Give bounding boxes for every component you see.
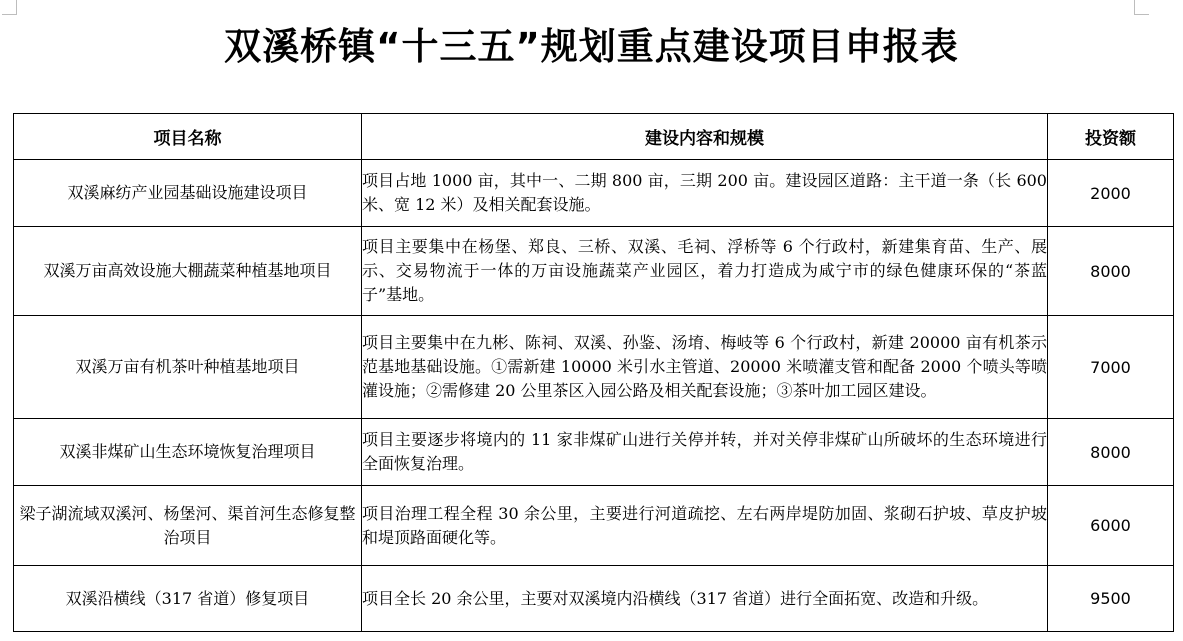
project-content-cell: 项目占地 1000 亩，其中一、二期 800 亩，三期 200 亩。建设园区道路：主干道一条（长 600 米、宽 12 米）及相关配套设施。 [362,160,1048,227]
table-header-row [14,114,1174,160]
header-content-scale: 建设内容和规模 [362,114,1048,160]
table-row [14,227,1174,316]
project-name-cell: 双溪麻纺产业园基础设施建设项目 [14,160,362,227]
header-investment: 投资额 [1048,114,1174,160]
table-row [14,316,1174,419]
project-name-cell: 梁子湖流域双溪河、杨堡河、渠首河生态修复整治项目 [14,486,362,566]
page-corner-mark-right [1134,0,1149,15]
project-content-cell: 项目治理工程全程 30 余公里，主要进行河道疏挖、左右两岸堤防加固、浆砌石护坡、草皮护坡和堤顶路面硬化等。 [362,486,1048,566]
project-name-cell: 双溪万亩有机茶叶种植基地项目 [14,316,362,419]
table-row [14,566,1174,632]
document-title: 双溪桥镇“十三五”规划重点建设项目申报表 [224,25,959,68]
project-name-cell: 双溪沿横线（317 省道）修复项目 [14,566,362,632]
table-row [14,486,1174,566]
project-name-cell: 双溪非煤矿山生态环境恢复治理项目 [14,419,362,486]
table-row [14,160,1174,227]
table-row [14,419,1174,486]
investment-cell: 6000 [1048,486,1174,566]
project-content-cell: 项目主要集中在九彬、陈祠、双溪、孙鉴、汤堉、梅岐等 6 个行政村，新建 20000 亩有机茶示范基地基础设施。①需新建 10000 米引水主管道、20000 米喷灌支管和配备 2000 个喷头等喷灌设施；②需修建 20 公里茶区入园公路及相关配套设施；③茶叶加工园区建设。 [362,316,1048,419]
page-corner-mark-left [2,0,17,15]
investment-cell: 8000 [1048,227,1174,316]
project-content-cell: 项目主要集中在杨堡、郑良、三桥、双溪、毛祠、浮桥等 6 个行政村，新建集育苗、生产、展示、交易物流于一体的万亩设施蔬菜产业园区，着力打造成为咸宁市的绿色健康环保的“茶蓝子”基地。 [362,227,1048,316]
investment-cell: 7000 [1048,316,1174,419]
header-project-name: 项目名称 [14,114,362,160]
investment-cell: 9500 [1048,566,1174,632]
project-table [13,113,1174,632]
project-name-cell: 双溪万亩高效设施大棚蔬菜种植基地项目 [14,227,362,316]
investment-cell: 2000 [1048,160,1174,227]
investment-cell: 8000 [1048,419,1174,486]
project-content-cell: 项目主要逐步将境内的 11 家非煤矿山进行关停并转，并对关停非煤矿山所破坏的生态环境进行全面恢复治理。 [362,419,1048,486]
project-content-cell: 项目全长 20 余公里，主要对双溪境内沿横线（317 省道）进行全面拓宽、改造和升级。 [362,566,1048,632]
